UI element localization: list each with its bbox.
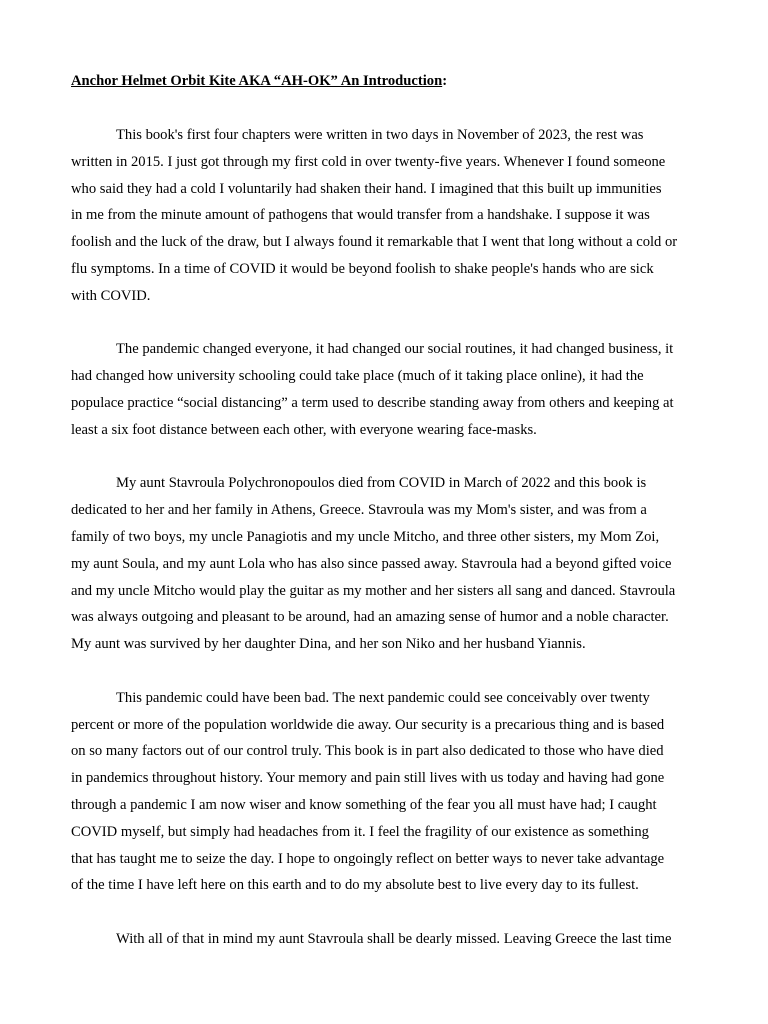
paragraph-line: my aunt Soula, and my aunt Lola who has also since passed away. Stavroula had a beyond gifted voice <box>71 555 672 572</box>
paragraph-line: in me from the minute amount of pathogens that would transfer from a handshake. I suppose it was <box>71 207 650 224</box>
body-paragraph <box>71 336 699 443</box>
paragraph-line: With all of that in mind my aunt Stavroula shall be dearly missed. Leaving Greece the last time <box>116 930 672 947</box>
paragraph-line: populace practice “social distancing” a term used to describe standing away from others and keeping at <box>71 394 674 411</box>
paragraph-line: My aunt was survived by her daughter Dina, and her son Niko and her husband Yiannis. <box>71 636 586 653</box>
body-paragraph <box>71 685 699 899</box>
paragraph-line: on so many factors out of our control truly. This book is in part also dedicated to those who have died <box>71 743 664 760</box>
document-body <box>71 122 699 953</box>
paragraph-line: dedicated to her and her family in Athens, Greece. Stavroula was my Mom's sister, and was from a <box>71 502 647 519</box>
paragraph-line: This pandemic could have been bad. The next pandemic could see conceivably over twenty <box>116 689 650 706</box>
paragraph-line: percent or more of the population worldwide die away. Our security is a precarious thing and is based <box>71 716 665 733</box>
body-paragraph <box>71 122 699 310</box>
paragraph-line: in pandemics throughout history. Your memory and pain still lives with us today and having had gone <box>71 770 665 787</box>
document-title-colon: : <box>442 73 448 89</box>
paragraph-line: The pandemic changed everyone, it had changed our social routines, it had changed business, it <box>116 341 674 358</box>
paragraph-line: written in 2015. I just got through my first cold in over twenty-five years. Whenever I found someone <box>71 153 666 170</box>
paragraph-line: foolish and the luck of the draw, but I always found it remarkable that I went that long without a cold or <box>71 234 678 251</box>
paragraph-line: This book's first four chapters were written in two days in November of 2023, the rest was <box>116 127 644 143</box>
paragraph-line: COVID myself, but simply had headaches from it. I feel the fragility of our existence as something <box>71 823 649 840</box>
paragraph-line: of the time I have left here on this earth and to do my absolute best to live every day to its fullest. <box>71 877 639 894</box>
paragraph-line: with COVID. <box>71 287 151 304</box>
paragraph-line: that has taught me to seize the day. I hope to ongoingly reflect on better ways to never take advantage <box>71 850 665 867</box>
body-paragraph <box>71 470 699 658</box>
document-page <box>71 68 699 980</box>
document-heading <box>71 68 699 95</box>
paragraph-line: My aunt Stavroula Polychronopoulos died from COVID in March of 2022 and this book is <box>116 475 647 492</box>
document-title: Anchor Helmet Orbit Kite AKA “AH-OK” An Introduction <box>71 73 443 89</box>
paragraph-line: had changed how university schooling could take place (much of it taking place online), it had the <box>71 368 644 385</box>
paragraph-line: least a six foot distance between each other, with everyone wearing face-masks. <box>71 421 537 438</box>
body-paragraph <box>71 926 699 953</box>
paragraph-line: through a pandemic I am now wiser and know something of the fear you all must have had; I caught <box>71 796 657 813</box>
paragraph-line: family of two boys, my uncle Panagiotis and my uncle Mitcho, and three other sisters, my Mom Zoi, <box>71 528 660 545</box>
paragraph-line: flu symptoms. In a time of COVID it would be beyond foolish to shake people's hands who are sick <box>71 260 654 277</box>
paragraph-line: who said they had a cold I voluntarily had shaken their hand. I imagined that this built up immunities <box>71 180 662 197</box>
paragraph-line: was always outgoing and pleasant to be around, had an amazing sense of humor and a noble character. <box>71 609 669 626</box>
paragraph-line: and my uncle Mitcho would play the guitar as my mother and her sisters all sang and danced. Stavroula <box>71 582 676 599</box>
